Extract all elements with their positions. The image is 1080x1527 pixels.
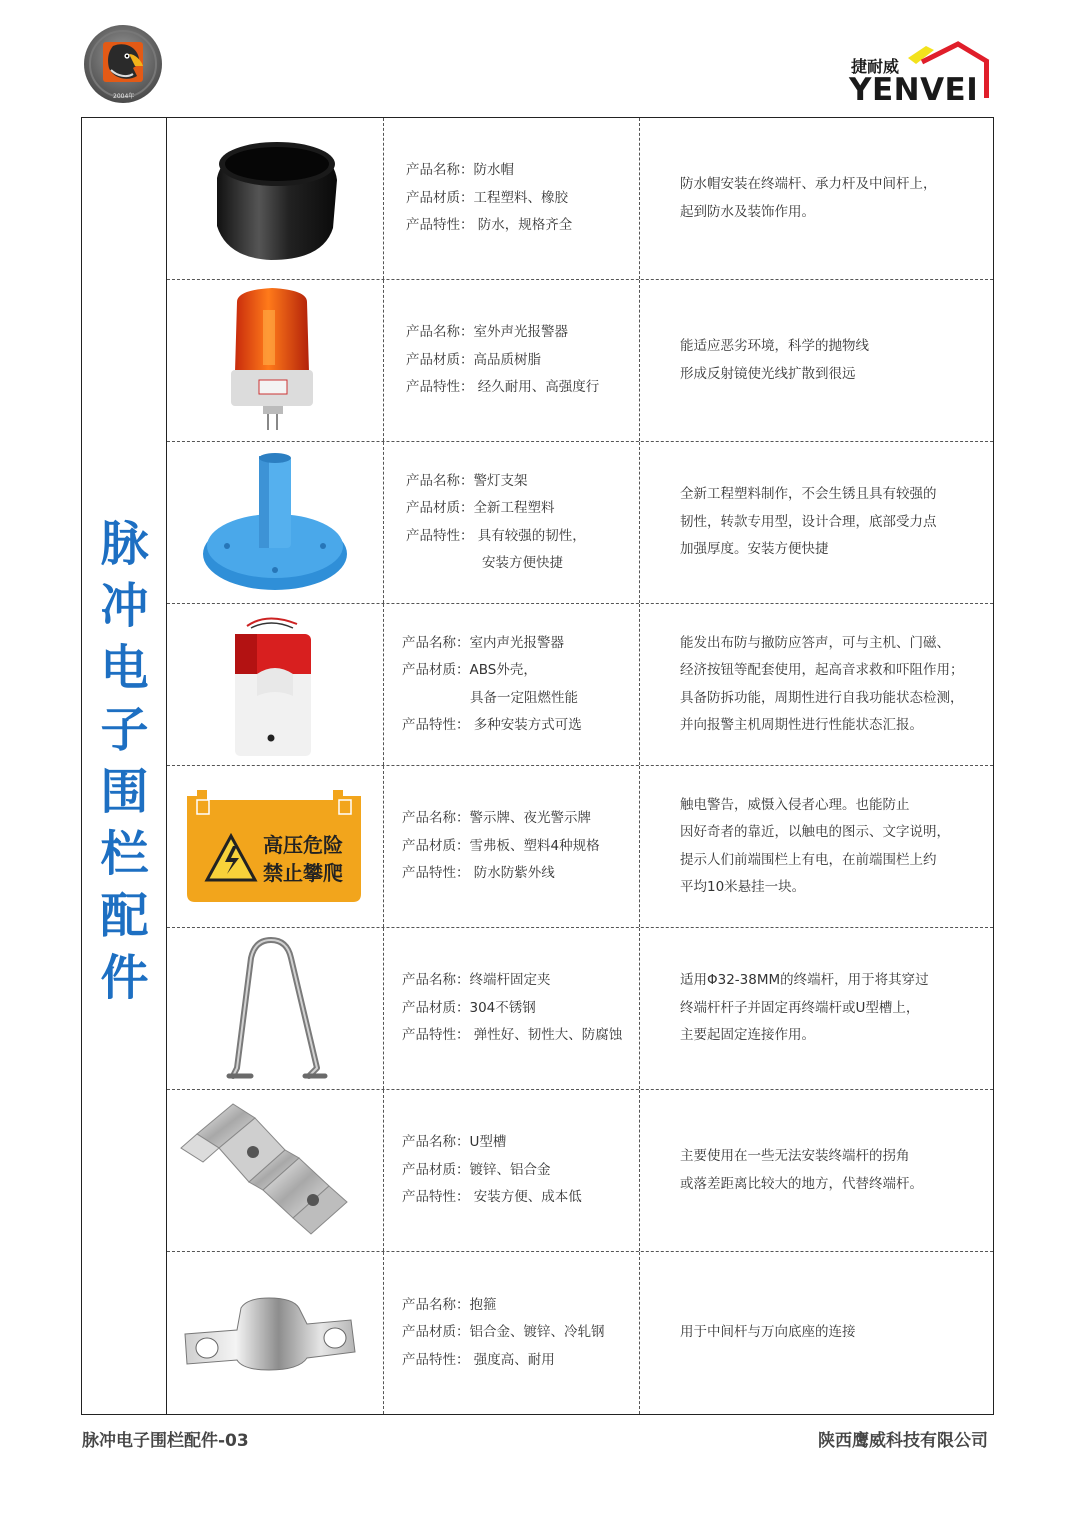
- product-spec-cell: [383, 928, 640, 1089]
- sign-text-line: 禁止攀爬: [263, 861, 343, 885]
- spec-line: 产品特性： 安装方便、成本低: [402, 1189, 582, 1206]
- spec-line: 产品特性： 经久耐用、高强度行: [406, 379, 600, 396]
- product-desc-cell: [640, 1090, 993, 1251]
- side-title-char: 围: [100, 764, 149, 820]
- product-desc-cell: [640, 604, 993, 765]
- table-row: [167, 928, 993, 1090]
- desc-line: 并向报警主机周期性进行性能状态汇报。: [680, 717, 923, 733]
- product-spec-cell: [383, 280, 640, 441]
- desc-line: 平均10米悬挂一块。: [680, 879, 806, 895]
- desc-line: 用于中间杆与万向底座的连接: [680, 1324, 856, 1341]
- product-spec-cell: [383, 118, 640, 279]
- footer-company-name: 陕西鹰威科技有限公司: [818, 1431, 988, 1451]
- table-row: [167, 118, 993, 280]
- product-table: [81, 117, 994, 1415]
- table-row: [167, 766, 993, 928]
- lamp-bracket-icon: [167, 442, 383, 604]
- desc-line: 能适应恶劣环境，科学的抛物线: [680, 338, 869, 354]
- pipe-clamp-icon: [167, 1252, 383, 1414]
- terminal-clip-icon: [167, 928, 383, 1090]
- side-title-char: 脉: [100, 516, 149, 572]
- spec-line: 产品材质：304不锈钢: [402, 999, 536, 1016]
- desc-line: 全新工程塑料制作，不会生锈且具有较强的: [680, 486, 937, 503]
- desc-line: 终端杆杆子并固定再终端杆或U型槽上，: [680, 999, 920, 1016]
- product-spec-cell: [383, 1090, 640, 1251]
- waterproof-cap-icon: [167, 118, 383, 280]
- indoor-alarm-icon: [167, 604, 383, 766]
- spec-line: 产品材质：工程塑料、橡胶: [406, 189, 568, 206]
- spec-line: 产品材质：雪弗板、塑料4种规格: [402, 837, 600, 854]
- footer-page-label: 脉冲电子围栏配件-03: [82, 1431, 249, 1451]
- desc-line: 适用Φ32-38MM的终端杆，用于将其穿过: [680, 972, 929, 989]
- table-row: [167, 604, 993, 766]
- side-title-char: 配: [100, 888, 149, 944]
- desc-line: 加强厚度。安装方便快捷: [680, 541, 829, 558]
- product-image-cell: [167, 1090, 383, 1251]
- spec-line: 产品名称：室外声光报警器: [406, 324, 568, 341]
- yenvei-logo: [846, 40, 996, 108]
- spec-line: 产品名称：警灯支架: [406, 472, 528, 489]
- desc-line: 防水帽安装在终端杆、承力杆及中间杆上，: [680, 176, 937, 192]
- desc-line: 起到防水及装饰作用。: [680, 203, 815, 220]
- desc-line: 能发出布防与撤防应答声，可与主机、门磁、: [680, 634, 950, 651]
- desc-line: 提示人们前端围栏上有电，在前端围栏上约: [680, 851, 937, 868]
- spec-line: 产品材质：镀锌、铝合金: [402, 1161, 551, 1178]
- outdoor-alarm-light-icon: [167, 280, 383, 442]
- desc-line: 因好奇者的靠近，以触电的图示、文字说明，: [680, 824, 950, 840]
- spec-line: 产品名称：U型槽: [402, 1134, 507, 1151]
- desc-line: 主要起固定连接作用。: [680, 1027, 815, 1044]
- product-desc-cell: [640, 928, 993, 1089]
- product-image-cell: [167, 442, 383, 603]
- spec-line: 产品材质：高品质树脂: [406, 351, 541, 368]
- table-row: [167, 280, 993, 442]
- desc-line: 或落差距离比较大的地方，代替终端杆。: [680, 1175, 923, 1192]
- side-title-column: [82, 118, 167, 1414]
- product-desc-cell: [640, 442, 993, 603]
- product-desc-cell: [640, 118, 993, 279]
- sign-text-line: 高压危险: [263, 833, 343, 857]
- spec-line: 产品名称：终端杆固定夹: [402, 972, 551, 989]
- spec-line: 产品特性： 防水，规格齐全: [406, 217, 573, 234]
- logo-cn-text: 捷耐威: [851, 57, 900, 76]
- table-row: [167, 1090, 993, 1252]
- desc-line: 形成反射镜使光线扩散到很远: [680, 365, 856, 382]
- desc-line: 主要使用在一些无法安装终端杆的拐角: [680, 1148, 910, 1164]
- product-desc-cell: [640, 766, 993, 927]
- desc-line: 触电警告，威慑入侵者心理。也能防止: [680, 796, 910, 813]
- desc-line: 韧性，转款专用型，设计合理，底部受力点: [680, 513, 937, 530]
- spec-line: 产品特性： 强度高、耐用: [402, 1351, 555, 1368]
- product-desc-cell: [640, 280, 993, 441]
- spec-line: 产品材质：ABS外壳，: [402, 662, 537, 678]
- table-row: [167, 1252, 993, 1414]
- side-title-char: 栏: [100, 826, 149, 882]
- table-row: [167, 442, 993, 604]
- spec-line: 产品名称：抱箍: [402, 1296, 497, 1313]
- product-image-cell: [167, 604, 383, 765]
- product-image-cell: [167, 1252, 383, 1414]
- product-spec-cell: [383, 1252, 640, 1414]
- side-title-char: 子: [100, 702, 149, 758]
- u-channel-icon: [167, 1090, 383, 1252]
- spec-line: 产品特性： 具有较强的韧性，: [406, 527, 586, 544]
- spec-line: 产品特性： 弹性好、韧性大、防腐蚀: [402, 1027, 623, 1044]
- company-badge-logo: [83, 24, 163, 104]
- side-title-char: 件: [100, 950, 149, 1006]
- product-image-cell: [167, 280, 383, 441]
- warning-sign-icon: [167, 766, 383, 928]
- spec-line: 产品材质：铝合金、镀锌、冷轧钢: [402, 1324, 605, 1341]
- product-image-cell: [167, 928, 383, 1089]
- side-title: [82, 513, 167, 1009]
- spec-line: 具备一定阻燃性能: [470, 689, 578, 706]
- spec-line: 产品名称：室内声光报警器: [402, 634, 564, 651]
- product-spec-cell: [383, 766, 640, 927]
- spec-line: 产品特性： 防水防紫外线: [402, 865, 555, 882]
- spec-line: 产品材质：全新工程塑料: [406, 500, 555, 516]
- desc-line: 经济按钮等配套使用，起高音求救和吓阻作用；: [680, 662, 964, 678]
- badge-year-text: 2004年: [113, 93, 135, 100]
- product-image-cell: [167, 766, 383, 927]
- side-title-char: 电: [100, 640, 149, 696]
- product-image-cell: [167, 118, 383, 279]
- product-desc-cell: [640, 1252, 993, 1414]
- spec-line: 产品特性： 多种安装方式可选: [402, 717, 582, 733]
- spec-line: 安装方便快捷: [482, 555, 563, 571]
- product-spec-cell: [383, 604, 640, 765]
- spec-line: 产品名称：警示牌、夜光警示牌: [402, 810, 591, 827]
- desc-line: 具备防拆功能，周期性进行自我功能状态检测，: [680, 689, 964, 706]
- side-title-char: 冲: [100, 578, 149, 634]
- logo-en-text: YENVEI: [849, 72, 979, 108]
- product-spec-cell: [383, 442, 640, 603]
- spec-line: 产品名称：防水帽: [406, 162, 514, 179]
